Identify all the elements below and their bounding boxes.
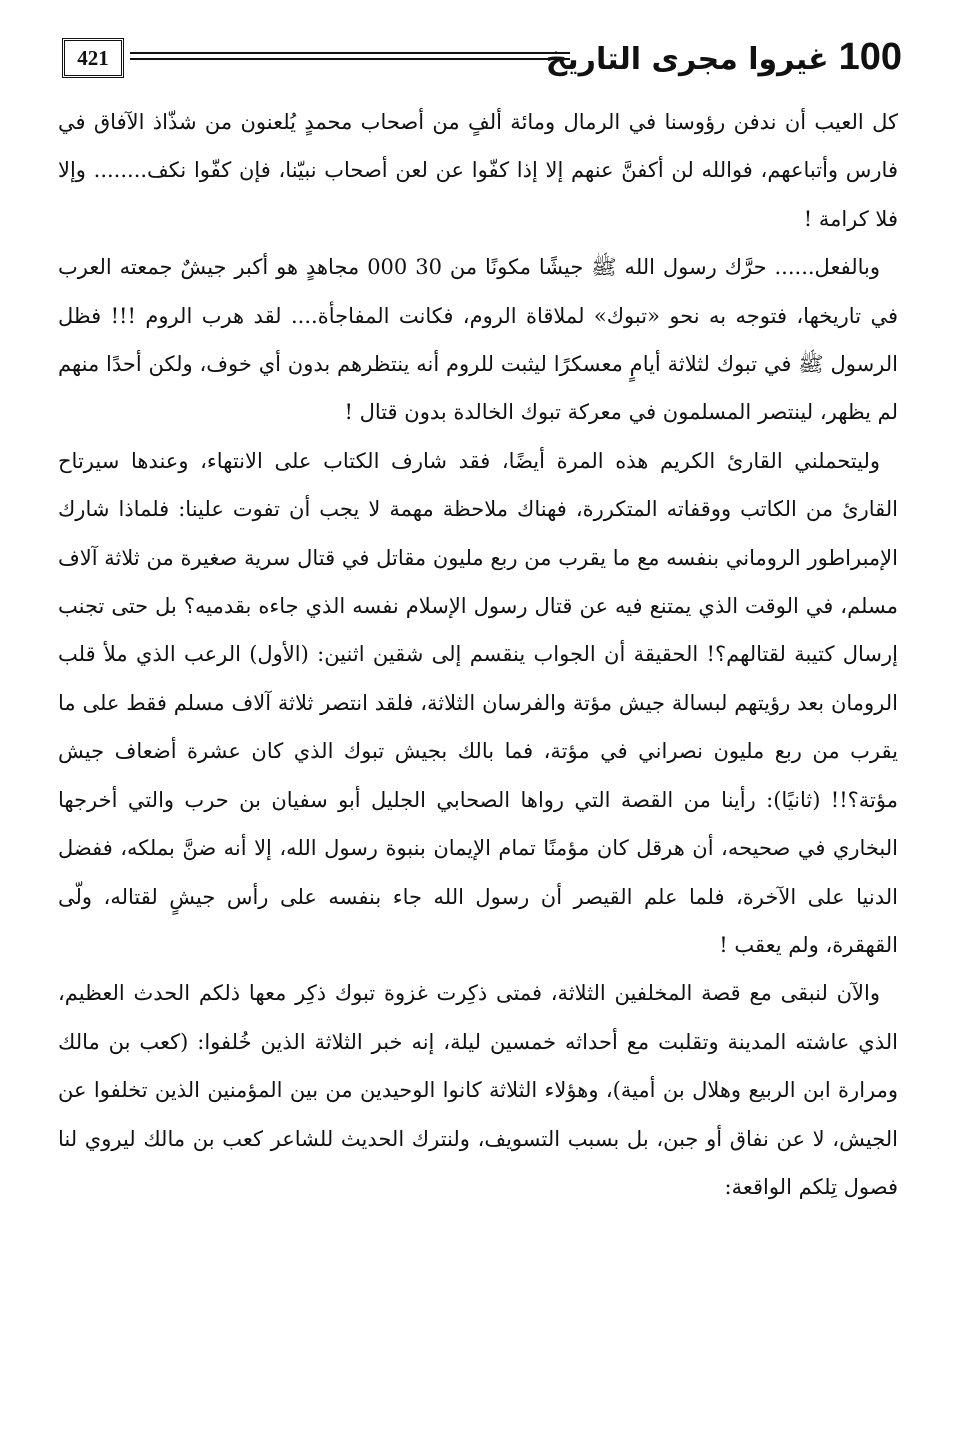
paragraph-2: وبالفعل...... حرَّك رسول الله ﷺ جيشًا مكونًا من 30 000 مجاهدٍ هو أكبر جيشٌ جمعته العرب في تاريخها، فتوجه به نحو «تبوك» لملاقاة الروم، فكانت المفاجأة.... لقد هرب الروم !!! فظل الرسول ﷺ في تبوك لثلاثة أيامٍ معسكرًا ليثبت للروم أنه ينتظرهم بدون أي خوف، ولكن أحدًا منهم لم يظهر، لينتصر المسلمون في معركة تبوك الخالدة بدون قتال ! — [58, 255, 898, 425]
header-rule — [130, 52, 570, 60]
body-text — [58, 98, 898, 1211]
book-title — [546, 34, 902, 83]
paragraph-4: والآن لنبقى مع قصة المخلفين الثلاثة، فمتى ذكِرت غزوة تبوك ذكِر معها ذلكم الحدث العظيم، الذي عاشته المدينة وتقلبت مع أحداثه خمسين ليلة، إنه خبر الثلاثة الذين خُلفوا: (كعب بن مالك ومرارة ابن الربيع وهلال بن أمية)، وهؤلاء الثلاثة كانوا الوحيدين من بين المؤمنين الذين تخلفوا عن الجيش، لا عن نفاق أو جبن، بل بسبب التسويف، ولنترك الحديث للشاعر كعب بن مالك ليروي لنا فصول تِلكم الواقعة: — [58, 981, 899, 1199]
book-number: 100 — [838, 36, 902, 78]
book-title-text: غيروا مجرى التاريخ — [545, 42, 829, 77]
page-header — [62, 34, 902, 88]
page-number: 421 — [62, 38, 124, 78]
paragraph-3: وليتحملني القارئ الكريم هذه المرة أيضًا، فقد شارف الكتاب على الانتهاء، وعندها سيرتاح القارئ من الكاتب ووقفاته المتكررة، فهناك ملاحظة مهمة لا يجب أن تفوت علينا: فلماذا شارك الإمبراطور الروماني بنفسه مع ما يقرب من ربع مليون مقاتل في قتال سرية صغيرة من ثلاثة آلاف مسلم، في الوقت الذي يمتنع فيه عن قتال رسول الإسلام نفسه الذي جاءه بقدميه؟ بل حتى تجنب إرسال كتيبة لقتالهم؟! الحقيقة أن الجواب ينقسم إلى شقين اثنين: (الأول) الرعب الذي ملأ قلب الرومان بعد رؤيتهم لبسالة جيش مؤتة والفرسان الثلاثة، فلقد انتصر ثلاثة آلاف مسلم فقط على ما يقرب من ربع مليون نصراني في مؤتة، فما بالك بجيش تبوك الذي كان عشرة أضعاف جيش مؤتة؟!! (ثانيًا): رأينا من القصة التي رواها الصحابي الجليل أبو سفيان بن حرب والتي أخرجها البخاري في صحيحه، أن هرقل كان مؤمنًا تمام الإيمان بنبوة رسول الله، إلا أنه ضنَّ بملكه، ففضل الدنيا على الآخرة، فلما علم القيصر أن رسول الله جاء بنفسه على رأس جيشٍ لقتاله، ولّى القهقرة، ولم يعقب ! — [58, 448, 898, 957]
paragraph-1: كل العيب أن ندفن رؤوسنا في الرمال ومائة ألفٍ من أصحاب محمدٍ يُلعنون من شذّاذ الآفاق في فارس وأتباعهم، فوالله لن أكفنَّ عنهم إلا إذا كفّوا عن لعن أصحاب نبيّنا، فإن كفّوا نكف........ وإلا فلا كرامة ! — [58, 110, 898, 231]
